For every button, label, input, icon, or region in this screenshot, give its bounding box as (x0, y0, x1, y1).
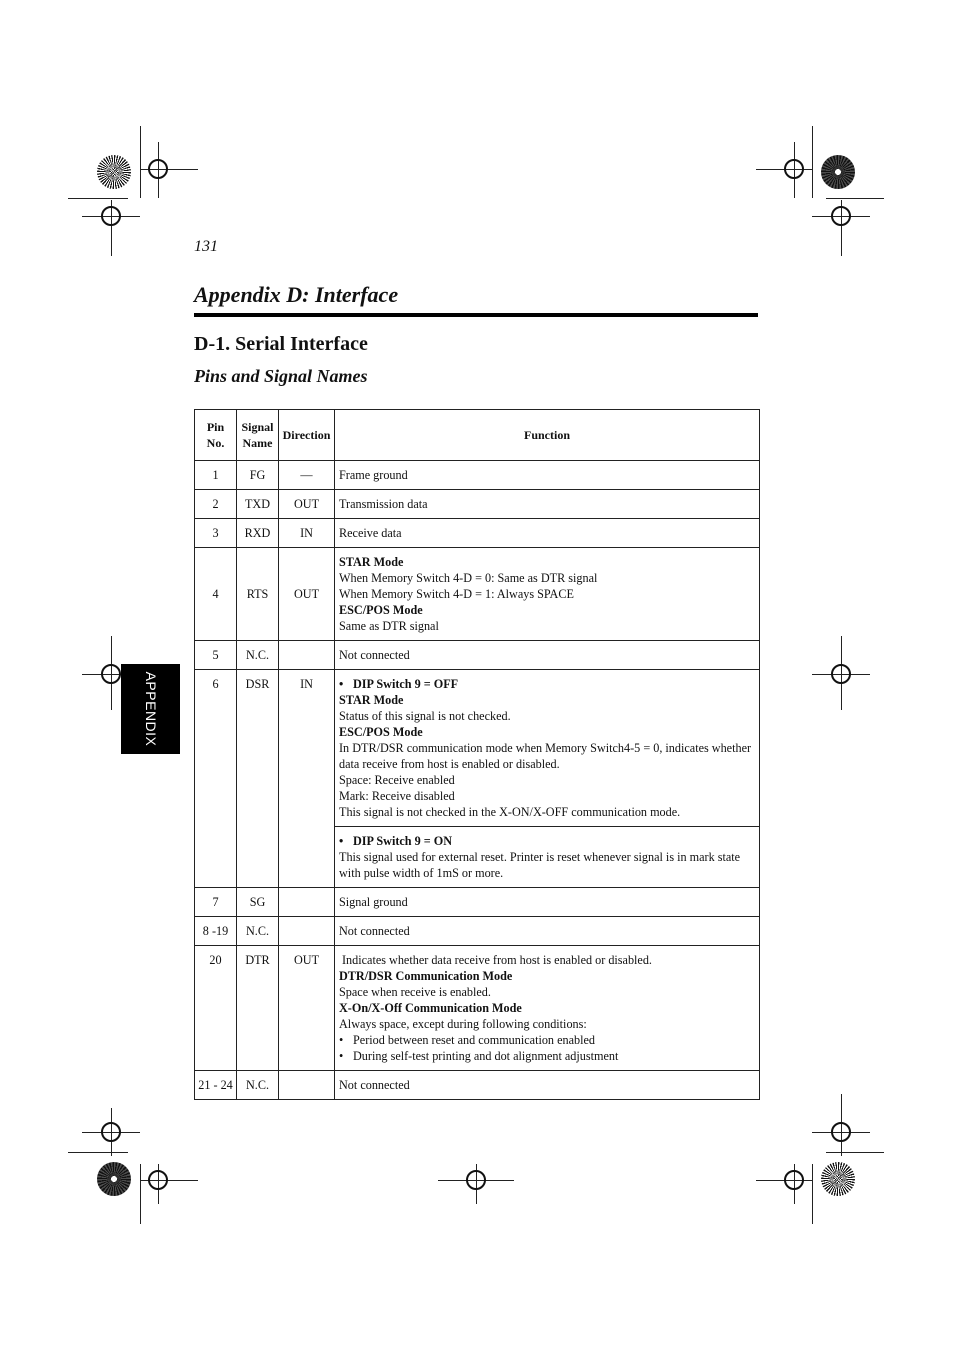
signal-cell: SG (237, 888, 279, 917)
function-heading: STAR Mode (339, 693, 404, 707)
header-signal: Signal Name (237, 410, 279, 461)
function-line: When Memory Switch 4-D = 1: Always SPACE (339, 587, 574, 601)
table-row (195, 548, 760, 641)
function-line: Same as DTR signal (339, 619, 439, 633)
function-line: Always space, except during following conditions: (339, 1017, 587, 1031)
function-line: This signal used for external reset. Printer is reset whenever signal is in mark state with pulse width of 1mS or more. (339, 850, 741, 880)
bullet-icon: • (339, 1049, 344, 1063)
signal-cell: DTR (237, 946, 279, 1071)
bullet-icon: • (339, 834, 344, 848)
page-title: Appendix D: Interface (194, 282, 399, 307)
function-heading: DTR/DSR Communication Mode (339, 969, 513, 983)
function-cell (335, 548, 760, 641)
function-line: Indicates whether data receive from host is enabled or disabled. (342, 953, 652, 967)
page-number: 131 (194, 238, 218, 255)
direction-cell: OUT (279, 946, 335, 1071)
crosshair-icon (831, 206, 851, 226)
table-header-row (195, 410, 760, 461)
function-heading: STAR Mode (339, 555, 404, 569)
crosshair-icon (466, 1170, 486, 1190)
function-line: When Memory Switch 4-D = 0: Same as DTR signal (339, 571, 598, 585)
function-cell (335, 670, 760, 827)
pin-cell: 1 (195, 461, 237, 490)
title-rule (194, 313, 758, 317)
function-line: This signal is not checked in the X-ON/X-OFF communication mode. (339, 805, 681, 819)
function-cell: Signal ground (335, 888, 760, 917)
pin-cell: 5 (195, 641, 237, 670)
pin-cell: 8 -19 (195, 917, 237, 946)
table-row (195, 490, 760, 519)
direction-cell: — (279, 461, 335, 490)
table-row (195, 917, 760, 946)
function-bullet: • Period between reset and communication enabled (339, 1033, 595, 1047)
crosshair-icon (784, 1170, 804, 1190)
signal-cell: RXD (237, 519, 279, 548)
pin-cell: 2 (195, 490, 237, 519)
section-title: D-1. Serial Interface (194, 333, 368, 355)
pins-table (194, 409, 760, 1100)
crosshair-icon (101, 664, 121, 684)
signal-cell: DSR (237, 670, 279, 888)
function-bullet: • DIP Switch 9 = ON (339, 834, 453, 848)
pin-cell: 21 - 24 (195, 1071, 237, 1100)
crosshair-icon (101, 1122, 121, 1142)
function-line: Space: Receive enabled (339, 773, 455, 787)
bullet-icon: • (339, 677, 344, 691)
signal-cell: N.C. (237, 641, 279, 670)
table-row (195, 1071, 760, 1100)
signal-cell: TXD (237, 490, 279, 519)
function-cell: Receive data (335, 519, 760, 548)
direction-cell (279, 888, 335, 917)
pin-cell: 6 (195, 670, 237, 888)
pin-cell: 7 (195, 888, 237, 917)
function-heading: ESC/POS Mode (339, 603, 423, 617)
crosshair-icon (148, 159, 168, 179)
registration-wheel-icon (821, 1162, 855, 1196)
subsection-title: Pins and Signal Names (194, 366, 368, 386)
pin-cell: 20 (195, 946, 237, 1071)
function-cell: Transmission data (335, 490, 760, 519)
header-pin: Pin No. (195, 410, 237, 461)
pin-cell: 3 (195, 519, 237, 548)
function-cell (335, 827, 760, 888)
header-function: Function (335, 410, 760, 461)
table-row (195, 888, 760, 917)
function-line: In DTR/DSR communication mode when Memory Switch4-5 = 0, indicates whether data receive from host is enabled or disabled. (339, 741, 752, 771)
function-cell: Frame ground (335, 461, 760, 490)
table-row (195, 461, 760, 490)
function-line: Space when receive is enabled. (339, 985, 491, 999)
function-line: Status of this signal is not checked. (339, 709, 511, 723)
direction-cell (279, 1071, 335, 1100)
table-row (195, 670, 760, 827)
function-cell: Not connected (335, 1071, 760, 1100)
registration-wheel-icon (97, 1162, 131, 1196)
function-cell: Not connected (335, 641, 760, 670)
function-cell: Not connected (335, 917, 760, 946)
direction-cell: OUT (279, 548, 335, 641)
signal-cell: RTS (237, 548, 279, 641)
crosshair-icon (784, 159, 804, 179)
signal-cell: N.C. (237, 917, 279, 946)
function-bullet: • During self-test printing and dot alignment adjustment (339, 1049, 619, 1063)
function-bullet: • DIP Switch 9 = OFF (339, 677, 459, 691)
bullet-icon: • (339, 1033, 344, 1047)
registration-wheel-icon (821, 155, 855, 189)
direction-cell (279, 917, 335, 946)
table-row (195, 519, 760, 548)
direction-cell: OUT (279, 490, 335, 519)
table-row (195, 946, 760, 1071)
function-line: Mark: Receive disabled (339, 789, 455, 803)
crosshair-icon (148, 1170, 168, 1190)
signal-cell: FG (237, 461, 279, 490)
direction-cell: IN (279, 519, 335, 548)
function-heading: X-On/X-Off Communication Mode (339, 1001, 522, 1015)
signal-cell: N.C. (237, 1071, 279, 1100)
direction-cell: IN (279, 670, 335, 888)
header-direction: Direction (279, 410, 335, 461)
function-heading: ESC/POS Mode (339, 725, 423, 739)
crosshair-icon (101, 206, 121, 226)
table-row (195, 641, 760, 670)
direction-cell (279, 641, 335, 670)
registration-wheel-icon (97, 155, 131, 189)
side-tab (121, 664, 180, 754)
side-tab-label: APPENDIX (142, 671, 159, 747)
function-cell (335, 946, 760, 1071)
crosshair-icon (831, 1122, 851, 1142)
crosshair-icon (831, 664, 851, 684)
pin-cell: 4 (195, 548, 237, 641)
